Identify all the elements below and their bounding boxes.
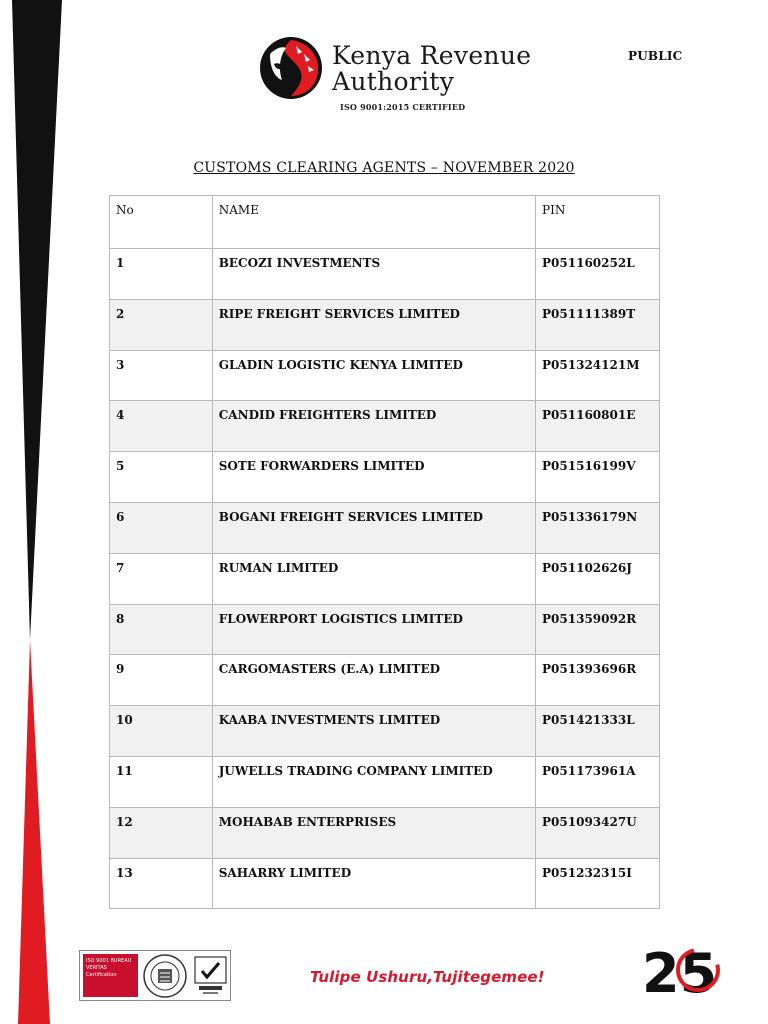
- row-number: 10: [110, 706, 213, 757]
- agent-name: KAABA INVESTMENTS LIMITED: [212, 706, 535, 757]
- row-number: 11: [110, 756, 213, 807]
- anniversary-number: 25: [642, 942, 718, 1000]
- agent-name: CARGOMASTERS (E.A) LIMITED: [212, 655, 535, 706]
- row-number: 5: [110, 452, 213, 503]
- table-row: [110, 249, 660, 300]
- agent-pin: P051111389T: [536, 299, 660, 350]
- table-row: [110, 502, 660, 553]
- agent-pin: P051102626J: [536, 553, 660, 604]
- agent-name: RIPE FREIGHT SERVICES LIMITED: [212, 299, 535, 350]
- document-title: CUSTOMS CLEARING AGENTS – NOVEMBER 2020: [193, 160, 575, 176]
- agent-pin: P051232315I: [536, 858, 660, 909]
- agent-name: SOTE FORWARDERS LIMITED: [212, 452, 535, 503]
- agent-name: BECOZI INVESTMENTS: [212, 249, 535, 300]
- kra-logo: [256, 34, 556, 114]
- agent-pin: P051516199V: [536, 452, 660, 503]
- column-header-pin: PIN: [536, 196, 660, 249]
- table-row: [110, 401, 660, 452]
- anniversary-25-logo-icon: [640, 938, 720, 1000]
- agent-pin: P051173961A: [536, 756, 660, 807]
- agent-pin: P051421333L: [536, 706, 660, 757]
- ukas-crown-icon: [193, 955, 228, 997]
- classification-label: PUBLIC: [628, 49, 683, 63]
- iso-certification: ISO 9001:2015 CERTIFIED: [340, 102, 466, 112]
- column-header-no: No: [110, 196, 213, 249]
- agent-pin: P051336179N: [536, 502, 660, 553]
- lion-head-emblem-icon: [256, 34, 328, 102]
- agent-pin: P051160252L: [536, 249, 660, 300]
- org-name-line2: Authority: [332, 67, 455, 96]
- table-row: [110, 706, 660, 757]
- agent-pin: P051393696R: [536, 655, 660, 706]
- table-row: [110, 756, 660, 807]
- row-number: 13: [110, 858, 213, 909]
- agent-name: MOHABAB ENTERPRISES: [212, 807, 535, 858]
- table-header-row: [110, 196, 660, 249]
- table-row: [110, 655, 660, 706]
- row-number: 9: [110, 655, 213, 706]
- table-row: [110, 553, 660, 604]
- certification-badges: [79, 950, 231, 1001]
- agent-pin: P051160801E: [536, 401, 660, 452]
- side-stripe-decoration: [0, 0, 70, 1024]
- row-number: 3: [110, 350, 213, 401]
- agent-pin: P051093427U: [536, 807, 660, 858]
- row-number: 12: [110, 807, 213, 858]
- row-number: 4: [110, 401, 213, 452]
- row-number: 2: [110, 299, 213, 350]
- org-name-line1: Kenya Revenue: [332, 41, 532, 70]
- table-row: [110, 807, 660, 858]
- agent-name: BOGANI FREIGHT SERVICES LIMITED: [212, 502, 535, 553]
- table-row: [110, 858, 660, 909]
- slogan-text: Tulipe Ushuru,Tujitegemee!: [310, 968, 545, 986]
- agent-name: JUWELLS TRADING COMPANY LIMITED: [212, 756, 535, 807]
- agent-name: FLOWERPORT LOGISTICS LIMITED: [212, 604, 535, 655]
- table-row: [110, 350, 660, 401]
- table-row: [110, 452, 660, 503]
- cert-badge-text: ISO 9001 BUREAU VERITAS Certification: [83, 954, 138, 997]
- row-number: 7: [110, 553, 213, 604]
- agent-pin: P051324121M: [536, 350, 660, 401]
- agent-pin: P051359092R: [536, 604, 660, 655]
- bureau-veritas-seal-icon: [142, 953, 188, 999]
- agent-name: RUMAN LIMITED: [212, 553, 535, 604]
- agent-name: GLADIN LOGISTIC KENYA LIMITED: [212, 350, 535, 401]
- agents-table: [109, 195, 660, 909]
- page-footer: [70, 936, 768, 1008]
- row-number: 6: [110, 502, 213, 553]
- row-number: 8: [110, 604, 213, 655]
- row-number: 1: [110, 249, 213, 300]
- agent-name: CANDID FREIGHTERS LIMITED: [212, 401, 535, 452]
- agent-name: SAHARRY LIMITED: [212, 858, 535, 909]
- table-row: [110, 604, 660, 655]
- column-header-name: NAME: [212, 196, 535, 249]
- table-row: [110, 299, 660, 350]
